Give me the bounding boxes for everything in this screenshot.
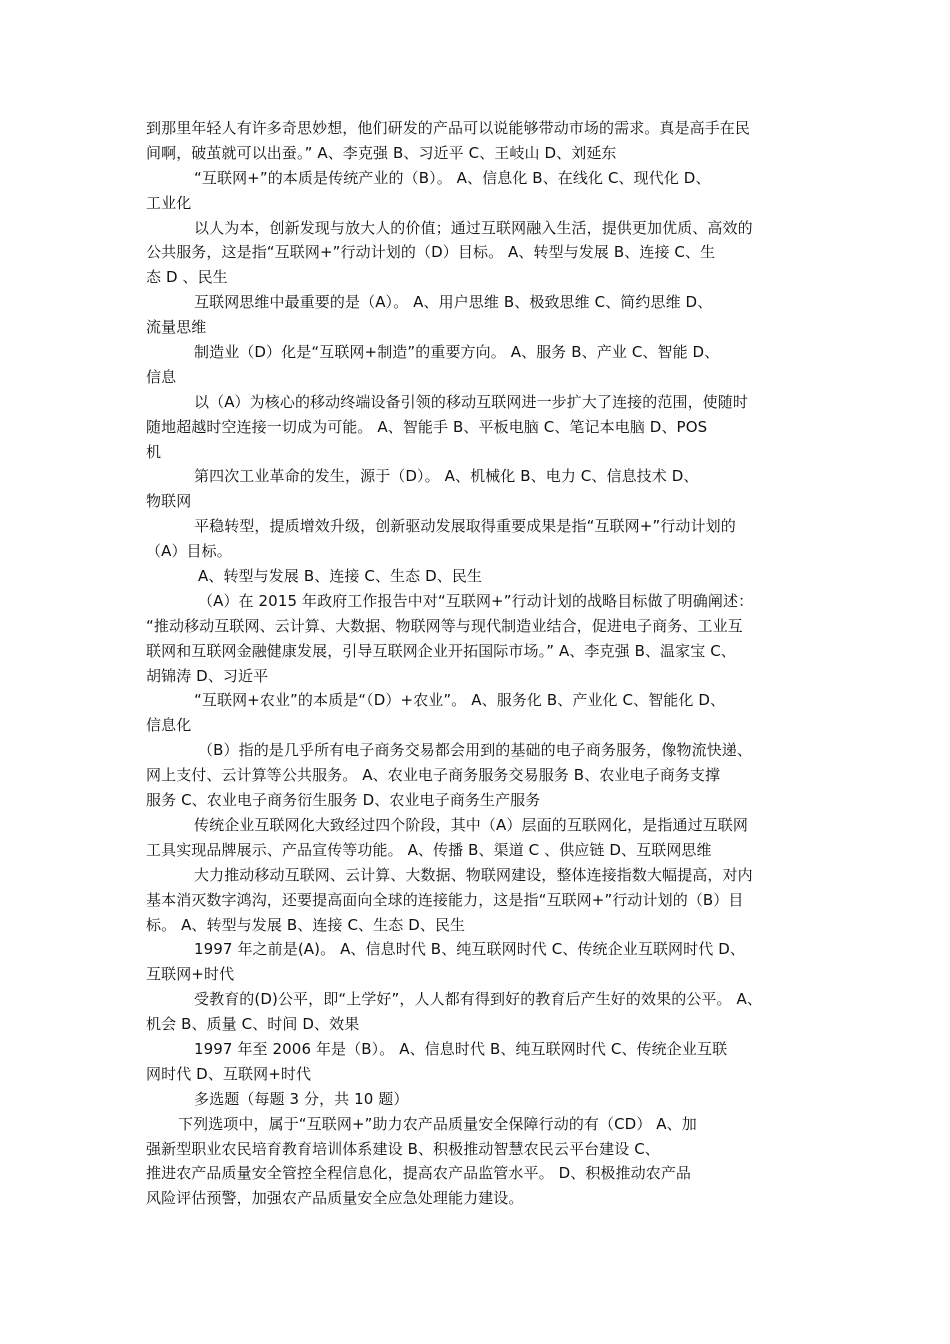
text-line: 推进农产品质量安全管控全程信息化，提高农产品监管水平。 D、积极推动农产品 [146, 1164, 692, 1183]
text-line: 物联网 [146, 492, 192, 511]
question-line: “互联网+农业”的本质是“（D）+农业”。 A、服务化 B、产业化 C、智能化 D、 [194, 691, 726, 710]
text-line: 流量思维 [146, 318, 207, 337]
text-line: 联网和互联网金融健康发展，引导互联网企业开拓国际市场。” A、李克强 B、温家宝 C、 [146, 641, 736, 660]
text-line: 随地超越时空连接一切成为可能。 A、智能手 B、平板电脑 C、笔记本电脑 D、POS [146, 417, 708, 436]
text-line: 基本消灭数字鸿沟，还要提高面向全球的连接能力，这是指“互联网+”行动计划的（B）目 [146, 890, 744, 909]
text-line: 互联网+时代 [146, 965, 235, 984]
text-line: 网时代 D、互联网+时代 [146, 1064, 312, 1083]
text-line: 到那里年轻人有许多奇思妙想，他们研发的产品可以说能够带动市场的需求。真是高手在民 [146, 119, 751, 137]
question-line: 1997 年之前是(A)。 A、信息时代 B、纯互联网时代 C、传统企业互联网时代 D、 [194, 940, 745, 959]
text-line: 网上支付、云计算等公共服务。 A、农业电子商务服务交易服务 B、农业电子商务支撑 [146, 766, 721, 785]
question-line: 以人为本，创新发现与放大人的价值；通过互联网融入生活，提供更加优质、高效的 [194, 218, 753, 237]
question-line: 传统企业互联网化大致经过四个阶段，其中（A）层面的互联网化，是指通过互联网 [194, 815, 748, 834]
text-line: 强新型职业农民培育教育培训体系建设 B、积极推动智慧农民云平台建设 C、 [146, 1139, 660, 1158]
text-line: 信息化 [146, 716, 192, 735]
text-line: 工业化 [146, 193, 192, 212]
text-line: 胡锦涛 D、习近平 [146, 666, 269, 685]
text-line: 标。 A、转型与发展 B、连接 C、生态 D、民生 [146, 915, 466, 934]
question-line: 下列选项中，属于“互联网+”助力农产品质量安全保障行动的有（CD） A、加 [178, 1114, 697, 1133]
text-line: （A）目标。 [146, 542, 232, 561]
question-line: 制造业（D）化是“互联网+制造”的重要方向。 A、服务 B、产业 C、智能 D、 [194, 343, 720, 362]
question-line: 大力推动移动互联网、云计算、大数据、物联网建设，整体连接指数大幅提高，对内 [194, 865, 753, 884]
question-line: “互联网+”的本质是传统产业的（B）。 A、信息化 B、在线化 C、现代化 D、 [194, 168, 711, 187]
text-line: 机会 B、质量 C、时间 D、效果 [146, 1015, 360, 1034]
options-line: A、转型与发展 B、连接 C、生态 D、民生 [198, 567, 483, 586]
question-line: 1997 年至 2006 年是（B）。 A、信息时代 B、纯互联网时代 C、传统企业互联 [194, 1039, 728, 1058]
text-line: 间啊，破茧就可以出蚕。” A、李克强 B、习近平 C、王岐山 D、刘延东 [146, 143, 617, 162]
question-line: 平稳转型，提质增效升级，创新驱动发展取得重要成果是指“互联网+”行动计划的 [194, 517, 736, 536]
question-line: 互联网思维中最重要的是（A）。 A、用户思维 B、极致思维 C、简约思维 D、 [194, 293, 713, 312]
question-line: 受教育的(D)公平，即“上学好”，人人都有得到好的教育后产生好的效果的公平。 A、 [194, 990, 762, 1009]
text-line: 公共服务，这是指“互联网+”行动计划的（D）目标。 A、转型与发展 B、连接 C、生 [146, 243, 716, 262]
text-line: 机 [146, 442, 162, 461]
question-line: （A）在 2015 年政府工作报告中对“互联网+”行动计划的战略目标做了明确阐述： [198, 591, 754, 610]
question-line: 第四次工业革命的发生，源于（D）。 A、机械化 B、电力 C、信息技术 D、 [194, 467, 699, 486]
text-line: 服务 C、农业电子商务衍生服务 D、农业电子商务生产服务 [146, 791, 541, 810]
document-page [146, 116, 808, 1211]
section-heading: 多选题（每题 3 分，共 10 题） [194, 1089, 409, 1108]
text-line: 工具实现品牌展示、产品宣传等功能。 A、传播 B、渠道 C 、供应链 D、互联网思维 [146, 840, 712, 859]
text-line: “推动移动互联网、云计算、大数据、物联网等与现代制造业结合，促进电子商务、工业互 [146, 616, 743, 635]
text-line: 信息 [146, 367, 177, 386]
question-line: 以（A）为核心的移动终端设备引领的移动互联网进一步扩大了连接的范围，使随时 [194, 392, 748, 411]
question-line: （B）指的是几乎所有电子商务交易都会用到的基础的电子商务服务，像物流快递、 [198, 741, 752, 760]
text-line: 态 D 、民生 [146, 268, 228, 287]
text-line: 风险评估预警，加强农产品质量安全应急处理能力建设。 [146, 1189, 524, 1208]
